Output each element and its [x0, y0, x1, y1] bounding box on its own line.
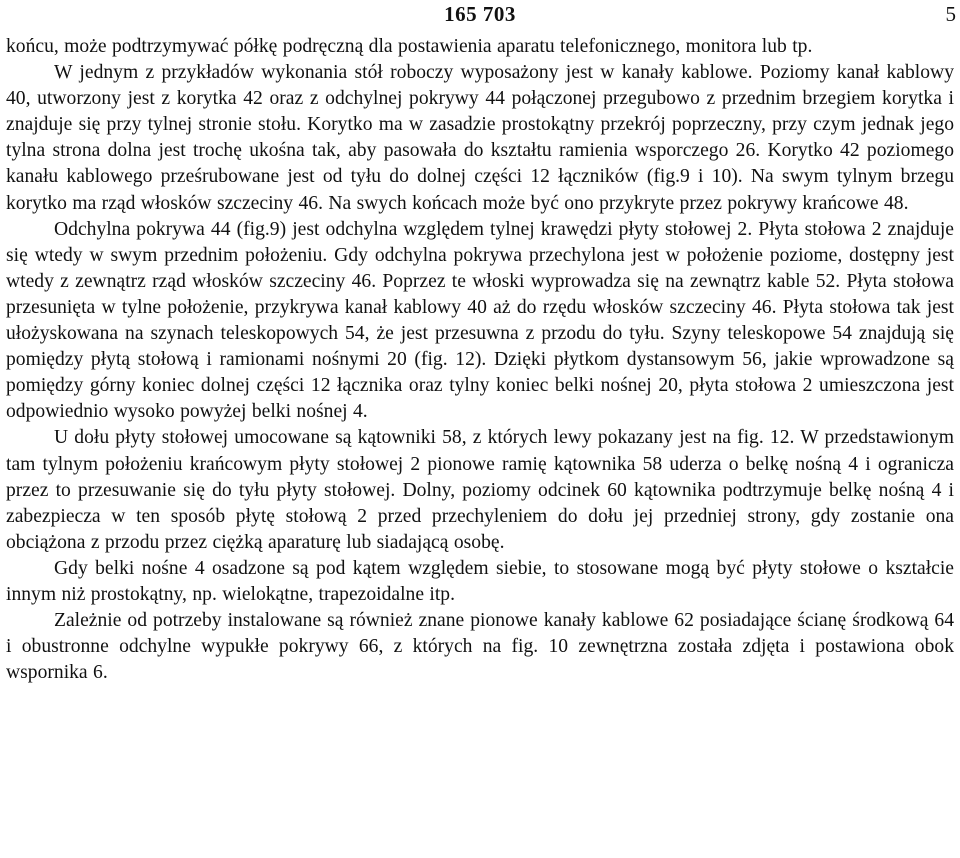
- page-number: 5: [945, 2, 956, 26]
- paragraph: Odchylna pokrywa 44 (fig.9) jest odchylna względem tylnej krawędzi płyty stołowej 2. Płyta stołowa 2 znajduje się wtedy w swym przednim położeniu. Gdy odchylna pokrywa przechylona jest w położenie poziome, dostępny jest wtedy z zewnątrz rząd włosków szczeciny 46. Poprzez te włoski wyprowadza się na zewnątrz kable 52. Płyta stołowa przesunięta w tylne położenie, przykrywa kanał kablowy 40 aż do rzędu włosków szczeciny 46. Płyta stołowa tak jest ułożyskowana na szynach teleskopowych 54, że jest przesuwna z przodu do tyłu. Szyny teleskopowe 54 znajdują się pomiędzy płytą stołową i ramionami nośnymi 20 (fig. 12). Dzięki płytkom dystansowym 56, jakie wprowadzone są pomiędzy górny koniec dolnej części 12 łącznika oraz tylny koniec belki nośnej 20, płyta stołowa 2 umieszczona jest odpowiednio wysoko powyżej belki nośnej 4.: [6, 218, 954, 423]
- paragraph: W jednym z przykładów wykonania stół roboczy wyposażony jest w kanały kablowe. Poziomy kanał kablowy 40, utworzony jest z korytka 42 oraz z odchylnej pokrywy 44 połączonej przegubowo z przednim brzegiem korytka i znajduje się przy tylnej stronie stołu. Korytko ma w zasadzie prostokątny przekrój poprzeczny, przy czym jednak jego tylna strona dolna jest trochę ukośna tak, aby pasowała do kształtu ramienia wsporczego 26. Korytko 42 poziomego kanału kablowego prześrubowane jest od tyłu do dolnej części 12 łączników (fig.9 i 10). Na swym tylnym brzegu korytko ma rząd włosków szczeciny 46. Na swych końcach może być ono przykryte przez pokrywy krańcowe 48.: [6, 62, 954, 214]
- document-body: [6, 34, 954, 686]
- paragraph-continuation: końcu, może podtrzymywać półkę podręczną dla postawienia aparatu telefonicznego, monitora lub tp.: [6, 36, 813, 57]
- page-header: [0, 2, 960, 32]
- paragraph: Gdy belki nośne 4 osadzone są pod kątem względem siebie, to stosowane mogą być płyty stołowe o kształcie innym niż prostokątny, np. wielokątne, trapezoidalne itp.: [6, 557, 954, 605]
- paragraph: Zależnie od potrzeby instalowane są również znane pionowe kanały kablowe 62 posiadające ścianę środkową 64 i obustronne odchylne wypukłe pokrywy 66, z których na fig. 10 zewnętrzna została zdjęta i postawiona obok wspornika 6.: [6, 610, 954, 684]
- patent-number: 165 703: [444, 2, 516, 26]
- paragraph: U dołu płyty stołowej umocowane są kątowniki 58, z których lewy pokazany jest na fig. 12. W przedstawionym tam tylnym położeniu krańcowym płyty stołowej 2 pionowe ramię kątownika 58 uderza o belkę nośną 4 i ogranicza przez to przesuwanie się do tyłu płyty stołowej. Dolny, poziomy odcinek 60 kątownika podtrzymuje belkę nośną 4 i zabezpiecza w ten sposób płytę stołową 2 przed przechyleniem do dołu jej przedniej strony, gdy zostanie ona obciążona z przodu przez ciężką aparaturę lub siadającą osobę.: [6, 427, 954, 553]
